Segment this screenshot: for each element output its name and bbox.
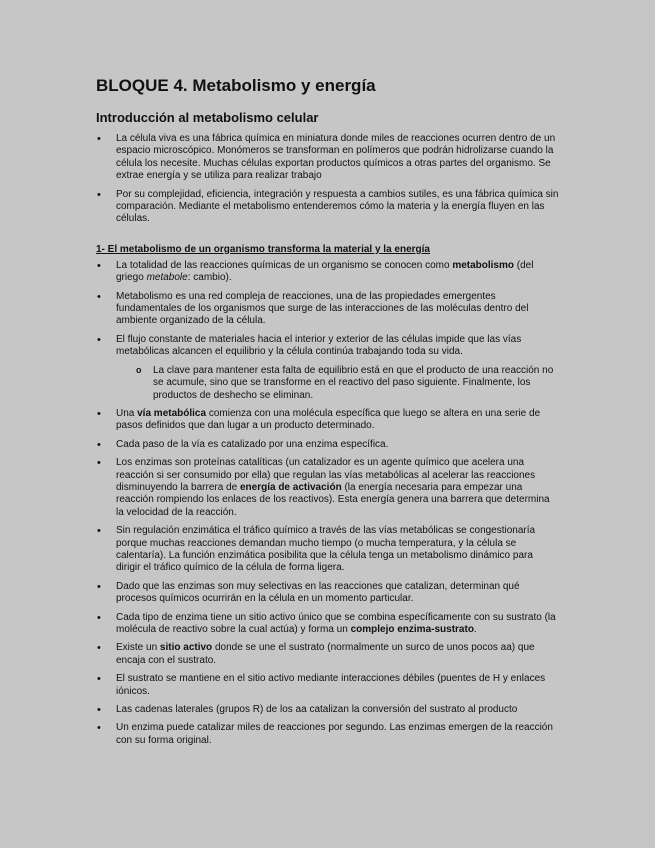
sub-list	[116, 365, 559, 402]
list-item: • Existe un sitio activo donde se une el sustrato (normalmente un surco de unos pocos aa) que encaja con el sustrato.	[96, 642, 559, 667]
list-item: • Las cadenas laterales (grupos R) de los aa catalizan la conversión del sustrato al producto	[96, 704, 559, 716]
term-metabole: metabole	[146, 272, 188, 284]
list-item: • Cada paso de la vía es catalizado por una enzima específica.	[96, 439, 559, 451]
section-heading-metabolism: 1- El metabolismo de un organismo transforma la material y la energía	[96, 243, 430, 255]
term-via-metabolica: vía metabólica	[137, 407, 207, 419]
list-item: • La totalidad de las reacciones químicas de un organismo se conocen como metabolismo (del griego metabole: cambio).	[96, 260, 559, 285]
list-item: • El sustrato se mantiene en el sitio activo mediante interacciones débiles (puentes de H y enlaces iónicos.	[96, 673, 559, 698]
term-complejo-enzima-sustrato: complejo enzima-sustrato	[350, 624, 474, 635]
term-energia-activacion: energía de activación	[239, 481, 342, 493]
list-item: • El flujo constante de materiales hacia el interior y exterior de las células impide que las vías metabólicas alcancen el equilibrio y la célula continúa trabajando toda su vida. o La clave para mantener esta falta de equilibrio está en que el producto de una reacción no se acumule, sino que se transforme en el reactivo del paso siguiente. Finalmente, los productos de deshecho se eliminan.	[96, 334, 559, 402]
metabolism-list	[96, 260, 559, 747]
intro-list	[96, 133, 559, 226]
list-item: • Una vía metabólica comienza con una molécula específica que luego se altera en una serie de pasos definidos que dan lugar a un producto determinado.	[96, 408, 559, 433]
sub-list-item: o La clave para mantener esta falta de equilibrio está en que el producto de una reacción no se acumule, sino que se transforme en el reactivo del paso siguiente. Finalmente, los productos de deshecho se eliminan.	[116, 365, 559, 402]
term-metabolismo: metabolismo	[452, 259, 514, 271]
list-item: • Por su complejidad, eficiencia, integración y respuesta a cambios sutiles, es una fábrica química sin comparación. Mediante el metabolismo entenderemos cómo la materia y la energía fluyen en las células.	[96, 189, 559, 226]
list-item: • Sin regulación enzimática el tráfico químico a través de las vías metabólicas se congestionaría porque muchas reacciones demandan mucho tiempo (o mucha temperatura, y la célula se calentaría). La función enzimática posibilita que la célula tenga un metabolismo dinámico para dirigir el tráfico químico de la célula de forma ligera.	[96, 525, 559, 575]
list-item: • Los enzimas son proteínas catalíticas (un catalizador es un agente químico que acelera una reacción si ser consumido por ella) que regulan las vías metabólicas al acelerar las reacciones disminuyendo la barrera de energía de activación (la energía necesaria para empezar una reacción rompiendo los enlaces de los reactivos). Esta energía genera una barrera que determina la velocidad de la reacción.	[96, 457, 559, 519]
list-item: • Un enzima puede catalizar miles de reacciones por segundo. Las enzimas emergen de la reacción con su forma original.	[96, 722, 559, 747]
list-item: • La célula viva es una fábrica química en miniatura donde miles de reacciones ocurren dentro de un espacio microscópico. Monómeros se transforman en polímeros que podrán hidrolizarse cuando la célula los necesite. Muchas células exportan productos químicos a otras partes del organismo. Se extrae energía y se utiliza para realizar trabajo	[96, 133, 559, 183]
term-sitio-activo: sitio activo	[159, 642, 213, 654]
list-item: • Metabolismo es una red compleja de reacciones, una de las propiedades emergentes fundamentales de los organismos que surge de las interacciones de las moléculas dentro del ambiente organizado de la célula.	[96, 291, 559, 328]
list-item: • Cada tipo de enzima tiene un sitio activo único que se combina específicamente con su sustrato (la molécula de reactivo sobre la cual actúa) y forma un complejo enzima-sustrato.	[96, 612, 559, 637]
list-item: • Dado que las enzimas son muy selectivas en las reacciones que catalizan, determinan qué procesos químicos ocurrirán en la célula en un momento particular.	[96, 581, 559, 606]
document-title: BLOQUE 4. Metabolismo y energía	[96, 76, 376, 95]
section-heading-intro: Introducción al metabolismo celular	[96, 110, 319, 125]
